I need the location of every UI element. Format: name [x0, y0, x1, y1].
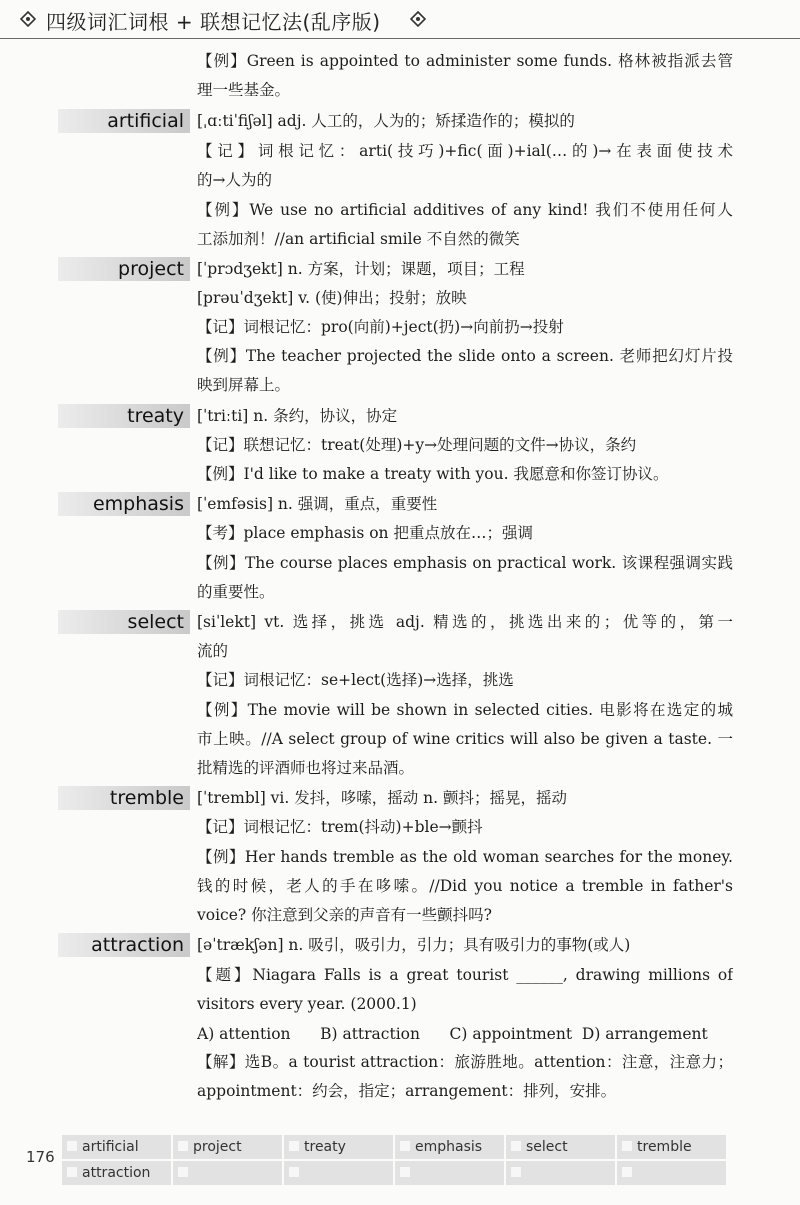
index-cell — [173, 1161, 282, 1185]
memory-line: 【记】词根记忆：arti(技巧)+fic(面)+ial(…的)→在表面使技术 — [197, 142, 733, 160]
memory-line: 【记】词根记忆：pro(向前)+ject(扔)→向前扔→投射 — [197, 318, 564, 336]
example-line: 【例】We use no artificial additives of any kind! 我们不使用任何人 — [197, 201, 733, 219]
checkbox-icon — [622, 1167, 632, 1177]
checkbox-icon — [400, 1141, 410, 1151]
example-line: 【例】The teacher projected the slide onto a screen. 老师把幻灯片投 — [197, 347, 733, 365]
checkbox-icon — [178, 1167, 188, 1177]
checkbox-icon — [400, 1167, 410, 1177]
example-line: 【例】Green is appointed to administer some funds. 格林被指派去管 — [197, 52, 733, 70]
headword-bar — [58, 610, 190, 634]
memory-line: 【记】词根记忆：se+lect(选择)→选择，挑选 — [197, 671, 514, 689]
memory-line: 【记】联想记忆：treat(处理)+y→处理问题的文件→协议，条约 — [197, 436, 637, 454]
definition-line: [əˈtrækʃən] n. 吸引，吸引力，引力；具有吸引力的事物(或人) — [197, 936, 631, 954]
question-line: 【题】Niagara Falls is a great tourist ______, drawing millions of — [197, 966, 733, 984]
headword: emphasis — [92, 493, 184, 515]
memory-line: 的→人为的 — [197, 171, 272, 189]
example-line: 【例】The course places emphasis on practical work. 该课程强调实践 — [197, 554, 733, 572]
definition-line: [ˈprɔdʒekt] n. 方案，计划；课题，项目；工程 — [197, 260, 525, 278]
example-line: 钱的时候，老人的手在哆嗦。//Did you notice a tremble in father's — [197, 877, 733, 895]
checkbox-icon — [178, 1141, 188, 1151]
diamond-ornament-icon — [410, 11, 426, 27]
headword: attraction — [91, 934, 184, 956]
page-header — [0, 0, 800, 39]
answer-line: appointment：约会，指定；arrangement：排列，安排。 — [197, 1082, 617, 1100]
checkbox-icon — [289, 1167, 299, 1177]
definition-line: [ˈtrembl] vi. 发抖，哆嗦，摇动 n. 颤抖；摇晃，摇动 — [197, 789, 568, 807]
example-line: 的重要性。 — [197, 583, 275, 601]
headword-bar — [58, 109, 190, 133]
checkbox-icon — [67, 1141, 77, 1151]
headword: project — [118, 258, 184, 280]
index-cell: attraction — [62, 1161, 171, 1185]
index-cell — [617, 1161, 726, 1185]
headword: artificial — [107, 110, 184, 132]
example-line: voice? 你注意到父亲的声音有一些颤抖吗? — [197, 906, 492, 924]
checkbox-icon — [511, 1141, 521, 1151]
example-line: 映到屏幕上。 — [197, 376, 291, 394]
headword-bar — [58, 404, 190, 428]
definition-line: [ˈtriːti] n. 条约，协议，协定 — [197, 407, 398, 425]
answer-line: 【解】选B。a tourist attraction：旅游胜地。attention：注意，注意力； — [197, 1053, 733, 1071]
headword-bar — [58, 786, 190, 810]
page-number: 176 — [26, 1148, 55, 1166]
example-line: 批精选的评酒师也将过来品酒。 — [197, 759, 415, 777]
index-cell — [284, 1161, 393, 1185]
index-cell — [395, 1161, 504, 1185]
checkbox-icon — [511, 1167, 521, 1177]
headword-bar — [58, 492, 190, 516]
index-cell: emphasis — [395, 1135, 504, 1159]
example-line: 工添加剂！//an artificial smile 不自然的微笑 — [197, 230, 520, 248]
checkbox-icon — [67, 1167, 77, 1177]
options-line: A) attention B) attraction C) appointment D) arrangement — [197, 1025, 708, 1043]
example-line: 【例】Her hands tremble as the old woman searches for the money. — [197, 848, 733, 866]
index-cell: select — [506, 1135, 615, 1159]
definition-line: 流的 — [197, 642, 229, 660]
word-index-grid — [62, 1135, 726, 1185]
diamond-ornament-icon — [20, 11, 36, 27]
definition-line: [ˈemfəsis] n. 强调，重点，重要性 — [197, 495, 438, 513]
headword: treaty — [127, 405, 184, 427]
index-cell: artificial — [62, 1135, 171, 1159]
example-line: 【例】The movie will be shown in selected cities. 电影将在选定的城 — [197, 701, 733, 719]
definition-line: [siˈlekt] vt. 选择，挑选 adj. 精选的，挑选出来的；优等的，第一 — [197, 613, 733, 631]
index-cell: project — [173, 1135, 282, 1159]
example-line: 市上映。//A select group of wine critics will also be given a taste. 一 — [197, 730, 733, 748]
definition-line: [ˌɑːtiˈfiʃəl] adj. 人工的，人为的；矫揉造作的；模拟的 — [197, 112, 575, 130]
example-line: 理一些基金。 — [197, 81, 291, 99]
headword: tremble — [109, 787, 184, 809]
index-cell: tremble — [617, 1135, 726, 1159]
exam-line: 【考】place emphasis on 把重点放在…；强调 — [197, 524, 533, 542]
checkbox-icon — [289, 1141, 299, 1151]
headword: select — [127, 611, 184, 633]
headword-bar — [58, 257, 190, 281]
index-cell: treaty — [284, 1135, 393, 1159]
headword-bar — [58, 933, 190, 957]
definition-line: [prəuˈdʒekt] v. (使)伸出；投射；放映 — [197, 289, 467, 307]
question-line: visitors every year. (2000.1) — [197, 995, 417, 1013]
memory-line: 【记】词根记忆：trem(抖动)+ble→颤抖 — [197, 818, 483, 836]
header-title: 四级词汇词根 + 联想记忆法(乱序版) — [46, 10, 381, 34]
checkbox-icon — [622, 1141, 632, 1151]
example-line: 【例】I'd like to make a treaty with you. 我愿意和你签订协议。 — [197, 465, 669, 483]
index-cell — [506, 1161, 615, 1185]
